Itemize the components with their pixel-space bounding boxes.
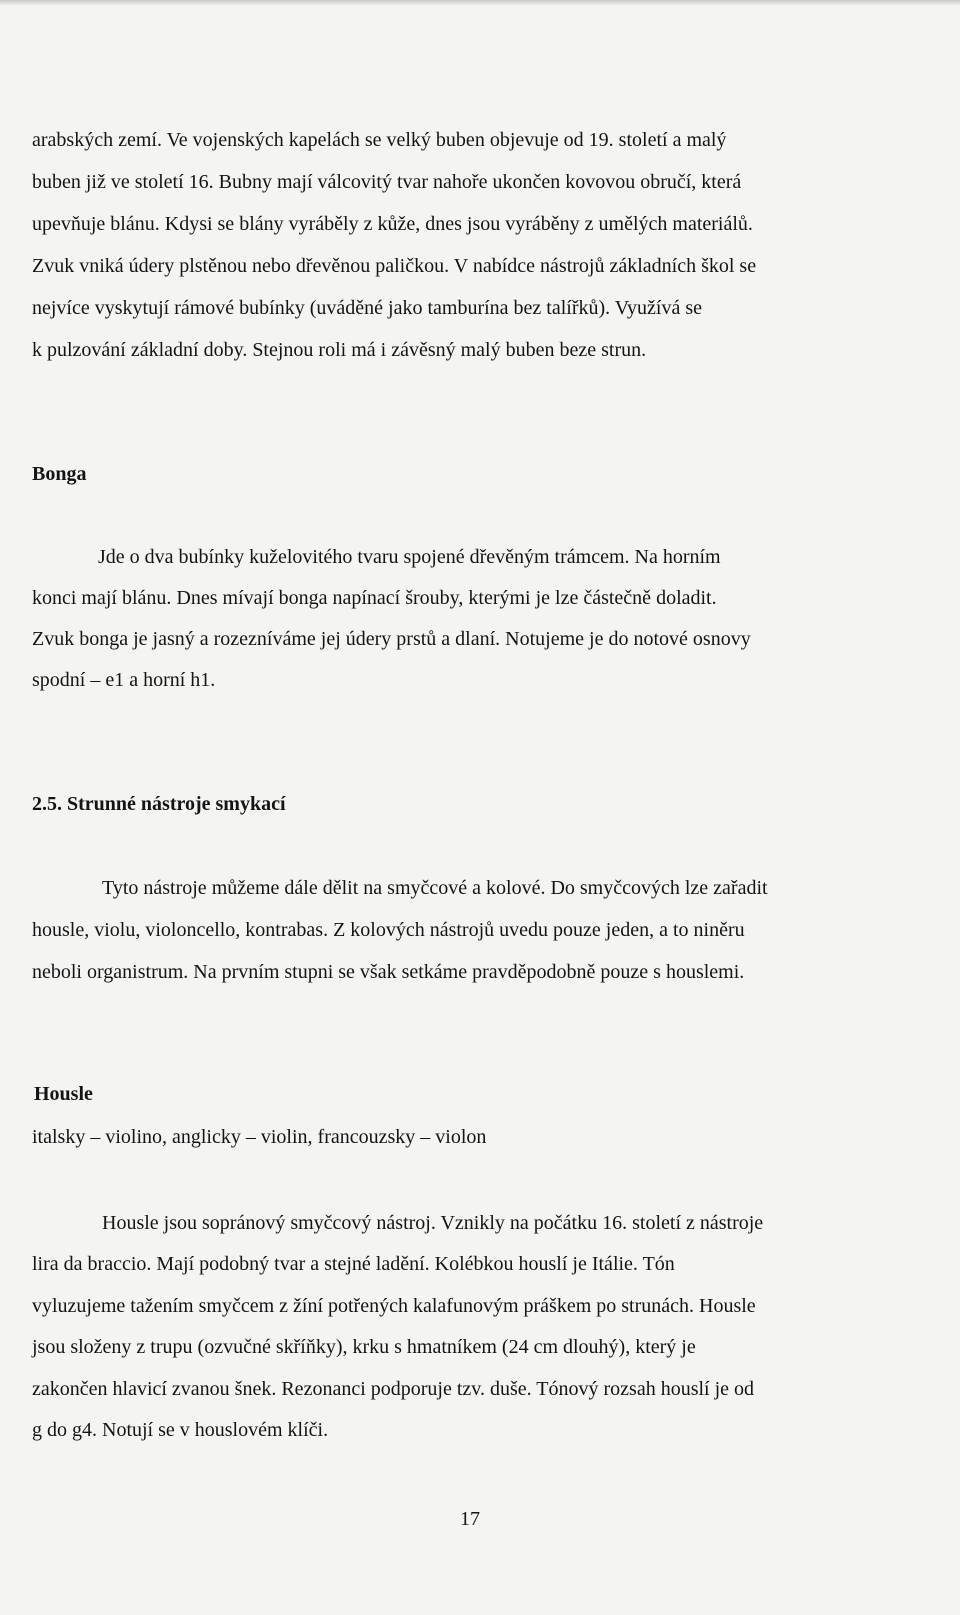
text-line: spodní – e1 a horní h1. [32, 669, 216, 691]
text-line: Zvuk bonga je jasný a rozezníváme jej údery prstů a dlaní. Notujeme je do notové osnovy [32, 628, 751, 650]
text-line: k pulzování základní doby. Stejnou roli má i závěsný malý buben beze strun. [32, 339, 647, 361]
text-line: konci mají blánu. Dnes mívají bonga napínací šrouby, kterými je lze částečně doladit. [32, 587, 717, 609]
section-heading-housle: Housle [34, 1083, 93, 1105]
text-line: g do g4. Notují se v houslovém klíči. [32, 1419, 329, 1441]
text-line: arabských zemí. Ve vojenských kapelách se velký buben objevuje od 19. století a malý [32, 129, 727, 151]
page-number: 17 [460, 1508, 480, 1530]
text-line: housle, violu, violoncello, kontrabas. Z kolových nástrojů uvedu pouze jeden, a to niněru [32, 919, 745, 941]
section-heading-bonga: Bonga [32, 463, 87, 485]
text-line: vyluzujeme tažením smyčcem z žíní potřených kalafunovým práškem po strunách. Housle [32, 1295, 756, 1317]
text-line: Housle jsou sopránový smyčcový nástroj. Vznikly na počátku 16. století z nástroje [102, 1212, 764, 1234]
text-line: Zvuk vniká údery plstěnou nebo dřevěnou paličkou. V nabídce nástrojů základních škol se [32, 255, 757, 277]
text-line: nejvíce vyskytují rámové bubínky (uváděné jako tamburína bez talířků). Využívá se [32, 297, 702, 319]
text-line: jsou složeny z trupu (ozvučné skříňky), krku s hmatníkem (24 cm dlouhý), který je [32, 1336, 696, 1358]
text-line: Jde o dva bubínky kuželovitého tvaru spojené dřevěným trámcem. Na horním [98, 546, 721, 568]
text-line: zakončen hlavicí zvanou šnek. Rezonanci podporuje tzv. duše. Tónový rozsah houslí je od [32, 1378, 755, 1400]
text-line: buben již ve století 16. Bubny mají válcovitý tvar nahoře ukončen kovovou obručí, která [32, 171, 742, 193]
text-line: italsky – violino, anglicky – violin, francouzsky – violon [32, 1126, 487, 1148]
section-heading-2-5: 2.5. Strunné nástroje smykací [32, 793, 286, 815]
text-line: upevňuje blánu. Kdysi se blány vyráběly z kůže, dnes jsou vyráběny z umělých materiálů. [32, 213, 753, 235]
text-line: neboli organistrum. Na prvním stupni se však setkáme pravděpodobně pouze s houslemi. [32, 961, 745, 983]
text-line: lira da braccio. Mají podobný tvar a stejné ladění. Kolébkou houslí je Itálie. Tón [32, 1253, 675, 1275]
text-line: Tyto nástroje můžeme dále dělit na smyčcové a kolové. Do smyčcových lze zařadit [102, 877, 768, 899]
